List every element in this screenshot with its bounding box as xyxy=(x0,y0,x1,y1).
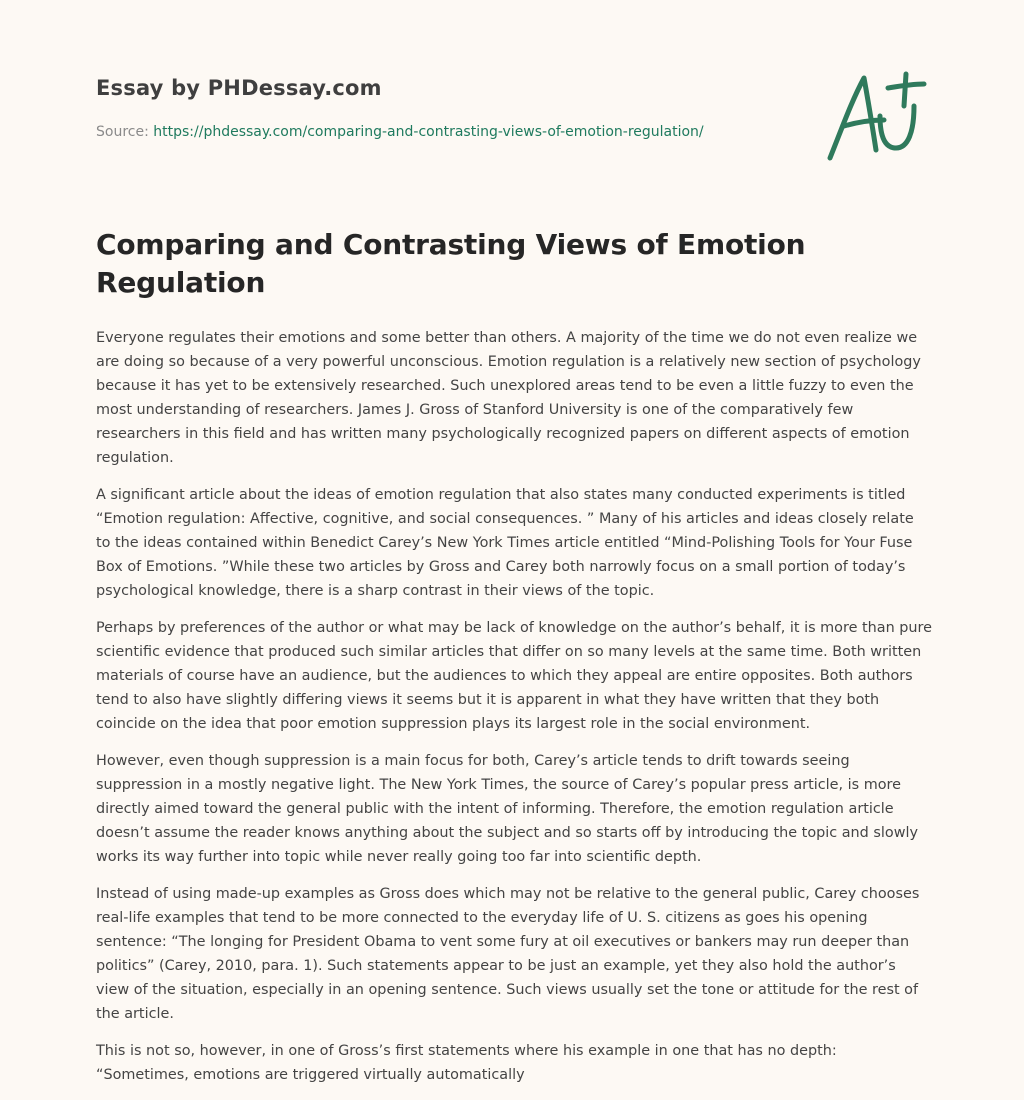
article-title: Comparing and Contrasting Views of Emotion Regulation xyxy=(96,228,806,299)
article-paragraph: Perhaps by preferences of the author or what may be lack of knowledge on the author’s behalf, it is more than pure scientific evidence that produced such similar articles that differ on so many levels at the same time. Both written materials of course have an audience, but the audiences to which they appeal are entire opposites. Both authors tend to also have slightly differing views it seems but it is apparent in what they have written that they both coincide on the idea that poor emotion suppression plays its largest role in the social environment. xyxy=(96,620,932,732)
page-header xyxy=(96,0,926,200)
article-paragraph: However, even though suppression is a main focus for both, Carey’s article tends to drift towards seeing suppression in a mostly negative light. The New York Times, the source of Carey’s popular press article, is more directly aimed toward the general public with the intent of informing. Therefore, the emotion regulation article doesn’t assume the reader knows anything about the subject and so starts off by introducing the topic and slowly works its way further into topic while never really going too far into scientific depth. xyxy=(96,753,918,865)
a-plus-logo-icon xyxy=(824,66,928,164)
source-label: Source: xyxy=(96,124,154,140)
source-line xyxy=(96,124,704,140)
source-link[interactable]: https://phdessay.com/comparing-and-contrasting-views-of-emotion-regulation/ xyxy=(153,124,704,140)
article-paragraph: Everyone regulates their emotions and some better than others. A majority of the time we do not even realize we are doing so because of a very powerful unconscious. Emotion regulation is a relatively new section of psychology because it has yet to be extensively researched. Such unexplored areas tend to be even a little fuzzy to even the most understanding of researchers. James J. Gross of Stanford University is one of the comparatively few researchers in this field and has written many psychologically recognized papers on different aspects of emotion regulation. xyxy=(96,330,921,466)
article-paragraph: A significant article about the ideas of emotion regulation that also states many conducted experiments is titled “Emotion regulation: Affective, cognitive, and social consequences. ” Many of his articles and ideas closely relate to the ideas contained within Benedict Carey’s New York Times article entitled “Mind-Polishing Tools for Your Fuse Box of Emotions. ”While these two articles by Gross and Carey both narrowly focus on a small portion of today’s psychological knowledge, there is a sharp contrast in their views of the topic. xyxy=(96,487,914,599)
site-brand: Essay by PHDessay.com xyxy=(96,76,382,100)
article-paragraph: Instead of using made-up examples as Gross does which may not be relative to the general public, Carey chooses real-life examples that tend to be more connected to the everyday life of U. S. citizens as goes his opening sentence: “The longing for President Obama to vent some fury at oil executives or bankers may run deeper than politics” (Carey, 2010, para. 1). Such statements appear to be just an example, yet they also hold the author’s view of the situation, especially in an opening sentence. Such views usually set the tone or attitude for the rest of the article. xyxy=(96,886,920,1022)
article xyxy=(96,226,932,1100)
article-paragraph: This is not so, however, in one of Gross’s first statements where his example in one that has no depth: “Sometimes, emotions are triggered virtually automatically xyxy=(96,1043,837,1083)
